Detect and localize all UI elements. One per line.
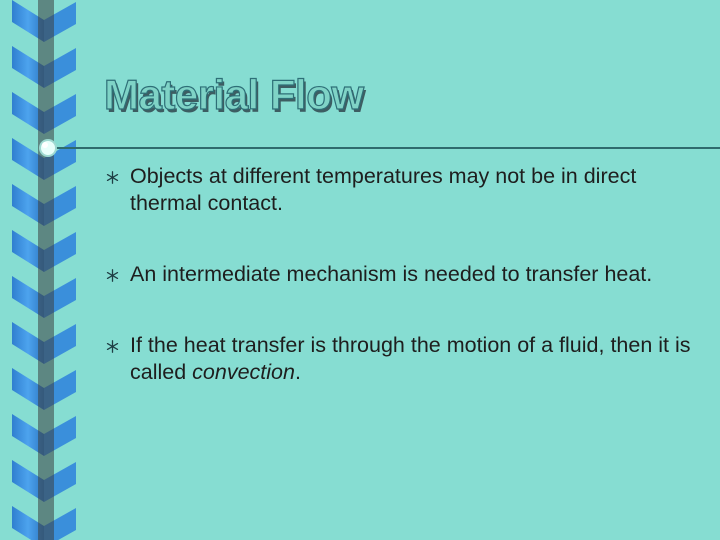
bullet-text: An intermediate mechanism is needed to transfer heat.: [130, 262, 653, 286]
snowflake-icon: [106, 171, 119, 184]
emphasis-convection: convection: [192, 360, 295, 384]
bullet-text: Objects at different temperatures may not be in direct thermal contact.: [130, 164, 637, 215]
bullet-item: [106, 261, 706, 288]
rule-bead-icon: [40, 140, 56, 156]
snowflake-icon: [106, 340, 119, 353]
title-underline: [30, 134, 720, 164]
bullet-text-after: .: [294, 360, 301, 384]
bullet-list: [106, 163, 706, 386]
bullet-item: [106, 163, 706, 217]
bullet-item: [106, 332, 706, 386]
bullet-text-before: If the heat transfer is through the motion of a fluid, then it is called: [130, 333, 691, 384]
zigzag-decoration: [0, 0, 80, 540]
bullet-text: [130, 333, 691, 384]
snowflake-icon: [106, 269, 119, 282]
slide-title: Material Flow: [104, 71, 364, 118]
